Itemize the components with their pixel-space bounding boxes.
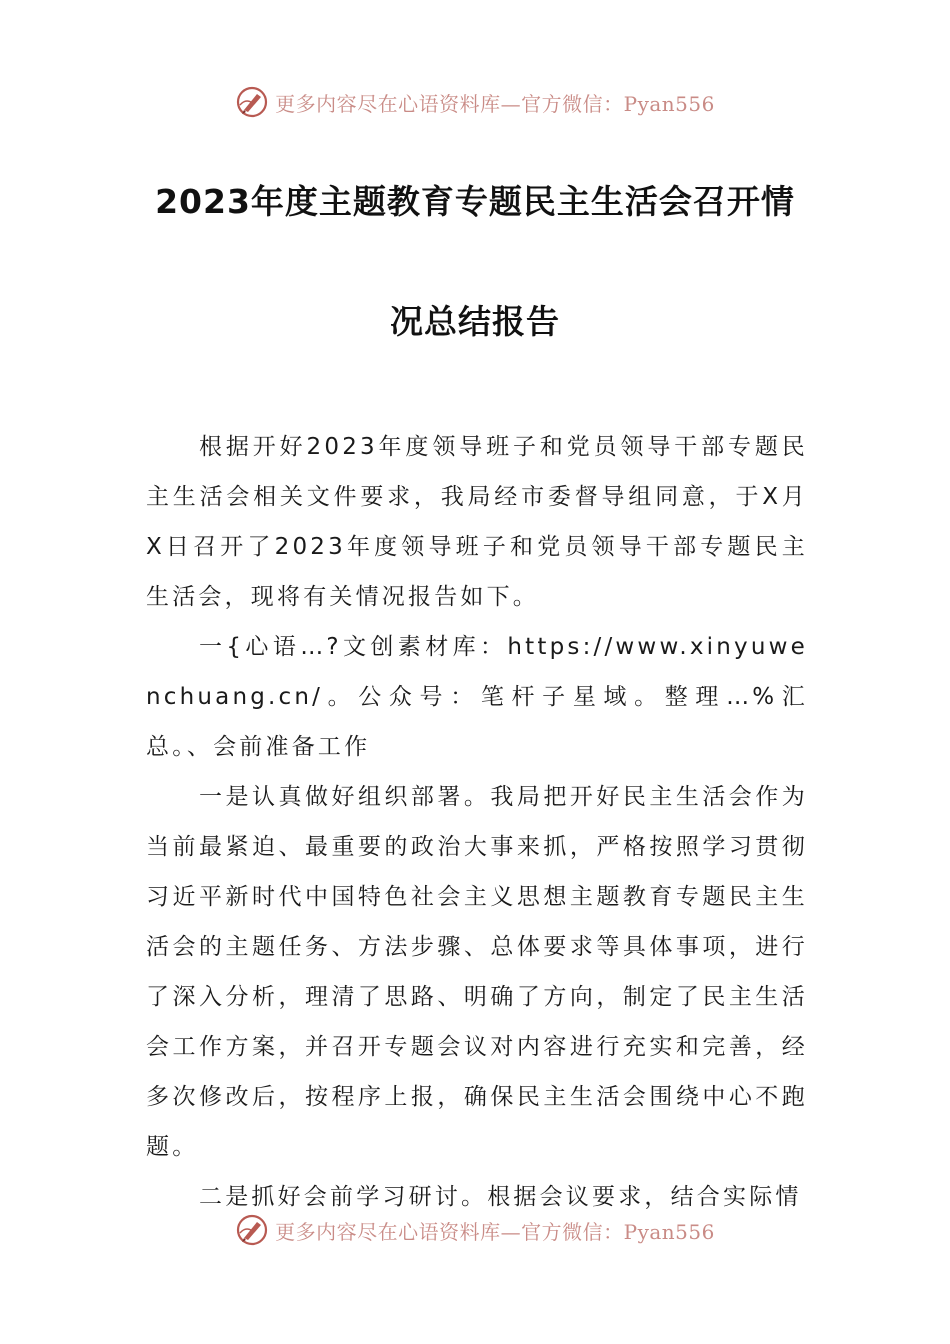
header-watermark-banner (0, 80, 950, 124)
paragraph-intro: 根据开好2023年度领导班子和党员领导干部专题民主生活会相关文件要求，我局经市委督导组同意，于X月X日召开了2023年度领导班子和党员领导干部专题民主生活会，现将有关情况报告如下。 (146, 434, 808, 610)
pen-logo-icon (235, 1213, 269, 1247)
footer-watermark-banner (0, 1208, 950, 1252)
document-title-line-2: 况总结报告 (390, 302, 560, 341)
paragraph-point-one: 一是认真做好组织部署。我局把开好民主生活会作为当前最紧迫、最重要的政治大事来抓，严格按照学习贯彻习近平新时代中国特色社会主义思想主题教育专题民主生活会的主题任务、方法步骤、总体要求等具体事项，进行了深入分析，理清了思路、明确了方向，制定了民主生活会工作方案，并召开专题会议对内容进行充实和完善，经多次修改后，按程序上报，确保民主生活会围绕中心不跑题。 (146, 784, 808, 1160)
paragraph-point-two: 二是抓好会前学习研讨。根据会议要求，结合实际情 (199, 1184, 802, 1210)
header-watermark-text: 更多内容尽在心语资料库—官方微信：Pyan556 (275, 91, 715, 116)
document-body (146, 422, 808, 1222)
footer-watermark-text: 更多内容尽在心语资料库—官方微信：Pyan556 (275, 1219, 715, 1244)
paragraph-section-heading: 一{心语…?文创素材库：https://www.xinyuwenchuang.cn/。公众号：笔杆子星域。整理…%汇总。、会前准备工作 (146, 634, 808, 760)
pen-logo-icon (235, 85, 269, 119)
document-title-line-1: 2023年度主题教育专题民主生活会召开情 (155, 182, 795, 221)
